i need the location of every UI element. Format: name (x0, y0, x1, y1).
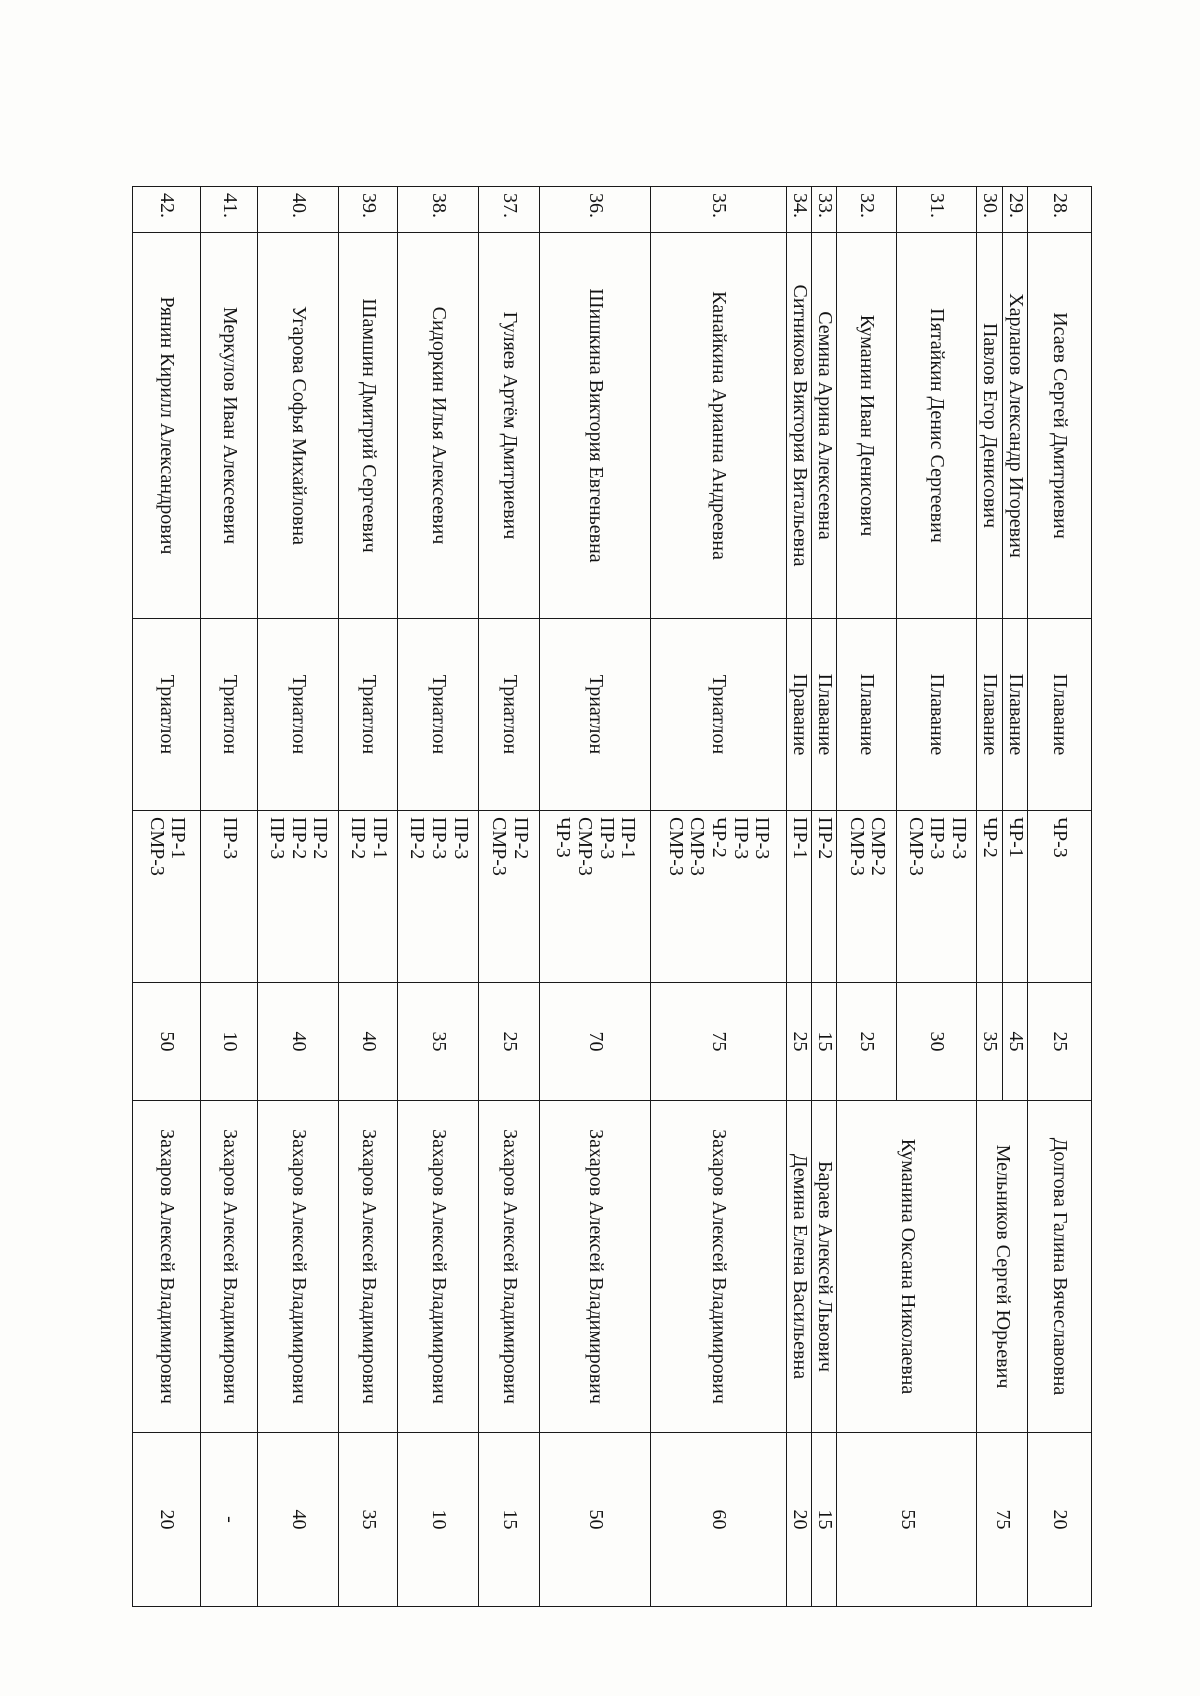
rank-entry: СМР-3 (686, 817, 709, 876)
total-value: 50 (540, 1433, 650, 1607)
athlete-name: Павлов Егор Денисович (977, 233, 1002, 619)
table-row (338, 187, 397, 1607)
row-number: 40. (258, 187, 339, 233)
rank-list (258, 811, 339, 983)
rank-entry: СМР-3 (664, 817, 687, 876)
athlete-name: Сидоркин Илья Алексеевич (398, 233, 479, 619)
rank-entry: ПР-1 (617, 817, 640, 860)
rank-list (338, 811, 397, 983)
rank-list (977, 811, 1002, 983)
count-value: 25 (478, 983, 540, 1101)
table-row (478, 187, 540, 1607)
rank-entry: ПР-1 (368, 817, 391, 860)
row-number: 39. (338, 187, 397, 233)
sport: Плавание (896, 619, 977, 811)
count-value: 25 (1028, 983, 1092, 1101)
table-row (398, 187, 479, 1607)
coach-name: Захаров Алексей Владимирович (398, 1101, 479, 1433)
coach-name: Мельников Сергей Юрьевич (977, 1101, 1028, 1433)
row-number: 31. (896, 187, 977, 233)
count-value: 30 (896, 983, 977, 1101)
sport: Триатлон (650, 619, 786, 811)
row-number: 36. (540, 187, 650, 233)
rank-entry: СМР-3 (904, 817, 927, 876)
rank-list (1028, 811, 1092, 983)
count-value: 35 (398, 983, 479, 1101)
count-value: 25 (786, 983, 811, 1101)
rank-entry: ПР-2 (509, 817, 532, 860)
total-value: 15 (811, 1433, 836, 1607)
row-number: 30. (977, 187, 1002, 233)
rank-list (650, 811, 786, 983)
rank-entry: ЧР-3 (552, 817, 575, 858)
sport: Триатлон (478, 619, 540, 811)
count-value: 70 (540, 983, 650, 1101)
rank-entry: ПР-2 (309, 817, 332, 860)
table-row (1028, 187, 1092, 1607)
total-value: 55 (837, 1433, 977, 1607)
coach-name: Захаров Алексей Владимирович (650, 1101, 786, 1433)
total-value: 75 (977, 1433, 1028, 1607)
rank-list (811, 811, 836, 983)
total-value: 20 (1028, 1433, 1092, 1607)
rank-entry: СМР-3 (845, 817, 868, 876)
sport: Правание (786, 619, 811, 811)
total-value: 15 (478, 1433, 540, 1607)
coach-name: Бараев Алексей Львович (811, 1101, 836, 1433)
sport: Триатлон (398, 619, 479, 811)
rank-entry: ЧР-2 (979, 817, 1002, 858)
rank-entry: ПР-2 (287, 817, 310, 860)
rank-entry: СМР-3 (488, 817, 511, 876)
sport: Плавание (1028, 619, 1092, 811)
count-value: 50 (133, 983, 201, 1101)
athlete-name: Пятайкин Денис Сергеевич (896, 233, 977, 619)
coach-name: Долгова Галина Вячеславовна (1028, 1101, 1092, 1433)
rank-list (478, 811, 540, 983)
total-value: 40 (258, 1433, 339, 1607)
rank-list (786, 811, 811, 983)
coach-name: Куманина Оксана Николаевна (837, 1101, 977, 1433)
row-number: 35. (650, 187, 786, 233)
row-number: 28. (1028, 187, 1092, 233)
athlete-name: Семина Арина Алексеевна (811, 233, 836, 619)
coach-name: Захаров Алексей Владимирович (478, 1101, 540, 1433)
athlete-name: Исаев Сергей Дмитриевич (1028, 233, 1092, 619)
table-row (650, 187, 786, 1607)
rank-entry: ПР-3 (266, 817, 289, 860)
total-value: 20 (786, 1433, 811, 1607)
sport: Плавание (977, 619, 1002, 811)
athlete-name: Куманин Иван Денисович (837, 233, 896, 619)
row-number: 29. (1002, 187, 1027, 233)
rank-entry: ПР-1 (167, 817, 190, 860)
total-value: 60 (650, 1433, 786, 1607)
count-value: 40 (338, 983, 397, 1101)
table-row (811, 187, 836, 1607)
table-row (201, 187, 258, 1607)
row-number: 41. (201, 187, 258, 233)
rank-entry: ПР-3 (729, 817, 752, 860)
coach-name: Захаров Алексей Владимирович (540, 1101, 650, 1433)
rank-list (201, 811, 258, 983)
rank-entry: ЧР-3 (1049, 817, 1072, 858)
table-row (896, 187, 977, 1607)
rank-list (540, 811, 650, 983)
athlete-name: Харланов Александр Игоревич (1002, 233, 1027, 619)
sport: Плавание (1002, 619, 1027, 811)
rank-entry: СМР-3 (574, 817, 597, 876)
row-number: 32. (837, 187, 896, 233)
row-number: 37. (478, 187, 540, 233)
rank-entry: ЧР-1 (1004, 817, 1027, 858)
coach-name: Захаров Алексей Владимирович (338, 1101, 397, 1433)
sport: Триатлон (201, 619, 258, 811)
sport: Триатлон (338, 619, 397, 811)
rank-entry: ПР-3 (926, 817, 949, 860)
table-row (786, 187, 811, 1607)
sport: Плавание (811, 619, 836, 811)
athlete-name: Меркулов Иван Алексеевич (201, 233, 258, 619)
row-number: 42. (133, 187, 201, 233)
coach-name: Захаров Алексей Владимирович (201, 1101, 258, 1433)
rank-list (837, 811, 896, 983)
count-value: 45 (1002, 983, 1027, 1101)
rank-list (133, 811, 201, 983)
total-value: 35 (338, 1433, 397, 1607)
rank-entry: СМР-2 (867, 817, 890, 876)
rank-entry: СМР-3 (145, 817, 168, 876)
row-number: 33. (811, 187, 836, 233)
rank-list (896, 811, 977, 983)
sport: Плавание (837, 619, 896, 811)
table-row (1002, 187, 1027, 1607)
count-value: 25 (837, 983, 896, 1101)
row-number: 38. (398, 187, 479, 233)
athlete-name: Гуляев Артём Дмитриевич (478, 233, 540, 619)
total-value: - (201, 1433, 258, 1607)
rank-entry: ПР-2 (406, 817, 429, 860)
rank-list (1002, 811, 1027, 983)
athlete-name: Ситникова Виктория Витальевна (786, 233, 811, 619)
athlete-name: Шишкина Виктория Евгеньевна (540, 233, 650, 619)
count-value: 40 (258, 983, 339, 1101)
rank-entry: ЧР-2 (707, 817, 730, 858)
sport: Триатлон (133, 619, 201, 811)
rank-entry: ПР-3 (948, 817, 971, 860)
rank-entry: ПР-3 (751, 817, 774, 860)
coach-name: Демина Елена Васильевна (786, 1101, 811, 1433)
sport: Триатлон (258, 619, 339, 811)
count-value: 10 (201, 983, 258, 1101)
table-row (133, 187, 201, 1607)
count-value: 75 (650, 983, 786, 1101)
rank-entry: ПР-2 (347, 817, 370, 860)
rotated-page-content (132, 186, 1092, 1606)
table-row (258, 187, 339, 1607)
rank-entry: ПР-1 (788, 817, 811, 860)
rank-entry: ПР-3 (449, 817, 472, 860)
coach-name: Захаров Алексей Владимирович (133, 1101, 201, 1433)
rank-entry: ПР-2 (814, 817, 837, 860)
athlete-name: Угарова Софья Михайловна (258, 233, 339, 619)
rank-entry: ПР-3 (595, 817, 618, 860)
coach-name: Захаров Алексей Владимирович (258, 1101, 339, 1433)
total-value: 10 (398, 1433, 479, 1607)
sport: Триатлон (540, 619, 650, 811)
count-value: 15 (811, 983, 836, 1101)
rank-entry: ПР-3 (218, 817, 241, 860)
athlete-table (132, 186, 1092, 1607)
rank-entry: ПР-3 (427, 817, 450, 860)
count-value: 35 (977, 983, 1002, 1101)
total-value: 20 (133, 1433, 201, 1607)
athlete-name: Канайкина Арианна Андреевна (650, 233, 786, 619)
athlete-name: Шамшин Дмитрий Сергеевич (338, 233, 397, 619)
athlete-name: Рянин Кирилл Александрович (133, 233, 201, 619)
table-row (540, 187, 650, 1607)
row-number: 34. (786, 187, 811, 233)
rank-list (398, 811, 479, 983)
